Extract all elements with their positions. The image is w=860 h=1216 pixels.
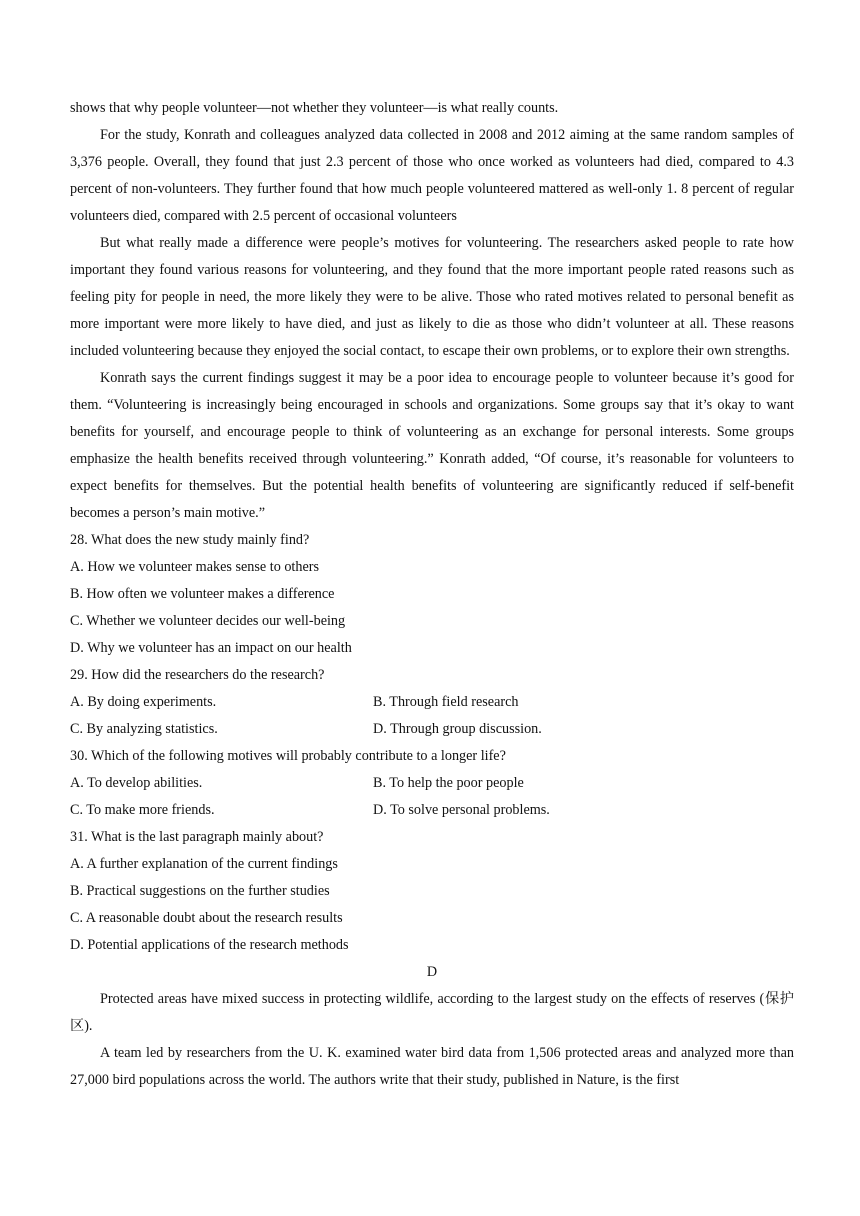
option-b: B. To help the poor people	[373, 775, 524, 791]
question-stem: 30. Which of the following motives will probably contribute to a longer life?	[70, 748, 506, 764]
option-d: D. Why we volunteer has an impact on our health	[70, 640, 352, 656]
passage-c-paragraph-3: But what really made a difference were people’s motives for volunteering. The researchers asked people to rate how important they found various reasons for volunteering, and they found that the more important people rated reasons such as feeling pity for people in need, the more likely they were to be alive. Those who rated motives related to personal benefit as more important were more likely to have died, and just as likely to die as those who didn’t volunteer at all. These reasons included volunteering because they enjoyed the social contact, to escape their own problems, or to explore their own strengths.	[70, 235, 794, 359]
option-b: B. How often we volunteer makes a difference	[70, 586, 335, 602]
option-c: C. To make more friends.	[70, 802, 215, 818]
passage-c-paragraph-4: Konrath says the current findings suggest it may be a poor idea to encourage people to volunteer because it’s good for them. “Volunteering is increasingly being encouraged in schools and organizations. Some groups say that it’s okay to want benefits for yourself, and encourage people to think of volunteering as an exchange for personal interests. Some groups emphasize the health benefits received through volunteering.” Konrath added, “Of course, it’s reasonable for volunteers to expect benefits for themselves. But the potential health benefits of volunteering are significantly reduced if self-benefit becomes a person’s main motive.”	[70, 370, 794, 521]
option-row	[70, 716, 794, 743]
option-d: D. Through group discussion.	[373, 721, 542, 737]
option-row	[70, 689, 794, 716]
option-a: A. By doing experiments.	[70, 694, 217, 710]
option-d: D. Potential applications of the research methods	[70, 937, 349, 953]
question-29	[70, 662, 794, 743]
question-31	[70, 824, 794, 959]
passage-d-heading: D	[426, 964, 438, 980]
document-page	[70, 95, 794, 1094]
passage-c-paragraph-2: For the study, Konrath and colleagues analyzed data collected in 2008 and 2012 aiming at the same random samples of 3,376 people. Overall, they found that just 2.3 percent of those who once worked as volunteers had died, compared to 4.3 percent of non-volunteers. They further found that how much people volunteered mattered as well-only 1. 8 percent of regular volunteers died, compared with 2.5 percent of occasional volunteers	[70, 127, 794, 224]
question-28	[70, 527, 794, 662]
option-a: A. How we volunteer makes sense to others	[70, 559, 320, 575]
option-c: C. A reasonable doubt about the research results	[70, 910, 343, 926]
passage-c-paragraph-1: shows that why people volunteer—not whether they volunteer—is what really counts.	[70, 100, 559, 116]
option-c: C. Whether we volunteer decides our well-being	[70, 613, 346, 629]
passage-d-paragraph-2: A team led by researchers from the U. K. examined water bird data from 1,506 protected areas and analyzed more than 27,000 bird populations across the world. The authors write that their study, published in Nature, is the first	[70, 1045, 794, 1088]
option-a: A. To develop abilities.	[70, 775, 203, 791]
option-b: B. Practical suggestions on the further studies	[70, 883, 330, 899]
option-row	[70, 797, 794, 824]
option-b: B. Through field research	[373, 694, 519, 710]
option-row	[70, 770, 794, 797]
option-a: A. A further explanation of the current findings	[70, 856, 338, 872]
question-stem: 28. What does the new study mainly find?	[70, 532, 310, 548]
question-stem: 29. How did the researchers do the research?	[70, 667, 325, 683]
passage-d-paragraph-1: Protected areas have mixed success in protecting wildlife, according to the largest study on the effects of reserves (保护区).	[70, 991, 794, 1034]
question-30	[70, 743, 794, 824]
option-c: C. By analyzing statistics.	[70, 721, 218, 737]
question-stem: 31. What is the last paragraph mainly about?	[70, 829, 324, 845]
option-d: D. To solve personal problems.	[373, 802, 550, 818]
